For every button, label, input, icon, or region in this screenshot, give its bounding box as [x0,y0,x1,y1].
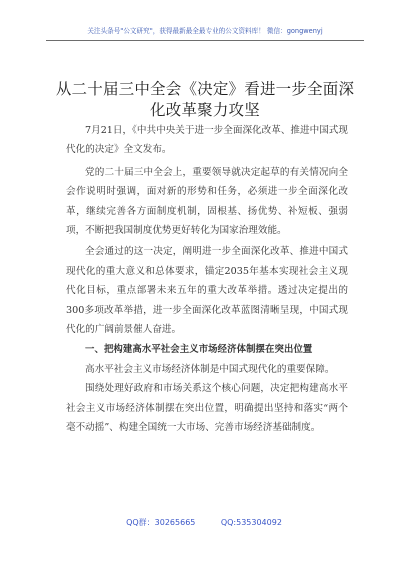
footer-qq: QQ:535304092 [220,518,282,527]
footer-contact [0,517,408,528]
header-banner: 关注头条号"公文研究"，获得最新最全最专业的公文资料库！ 微信：gongwenyj [87,27,323,35]
body-paragraph: 全会通过的这一决定，阐明进一步全面深化改革、推进中国式现代化的重大意义和总体要求，锚定2035年基本实现社会主义现代化目标，重点部署未来五年的重大改革举措。透过决定提出的300多项改革举措，进一步全面深化改革蓝图清晰呈现，中国式现代化的广阔前景催人奋进。 [66,246,348,336]
header-divider [46,40,364,41]
document-title: 从二十届三中全会《决定》看进一步全面深化改革聚力攻坚 [55,80,355,119]
section-heading: 一、把构建高水平社会主义市场经济体制摆在突出位置 [85,344,313,356]
body-paragraph: 高水平社会主义市场经济体制是中国式现代化的重要保障。 [85,363,335,375]
footer-qq-group: QQ群：30265665 [126,518,196,527]
body-paragraph: 围绕处理好政府和市场关系这个核心问题，决定把构建高水平社会主义市场经济体制摆在突出位置，明确提出坚持和落实“两个毫不动摇”、构建全国统一大市场、完善市场经济基础制度。 [66,383,348,434]
document-body [66,121,348,438]
body-paragraph: 党的二十届三中全会上，重要领导就决定起草的有关情况向全会作说明时强调，面对新的形势和任务，必须进一步全面深化改革，继续完善各方面制度机制，固根基、扬优势、补短板、强弱项，不断把我国制度优势更好转化为国家治理效能。 [66,166,348,237]
body-paragraph: 7月21日，《中共中央关于进一步全面深化改革、推进中国式现代化的决定》全文发布。 [66,125,348,156]
